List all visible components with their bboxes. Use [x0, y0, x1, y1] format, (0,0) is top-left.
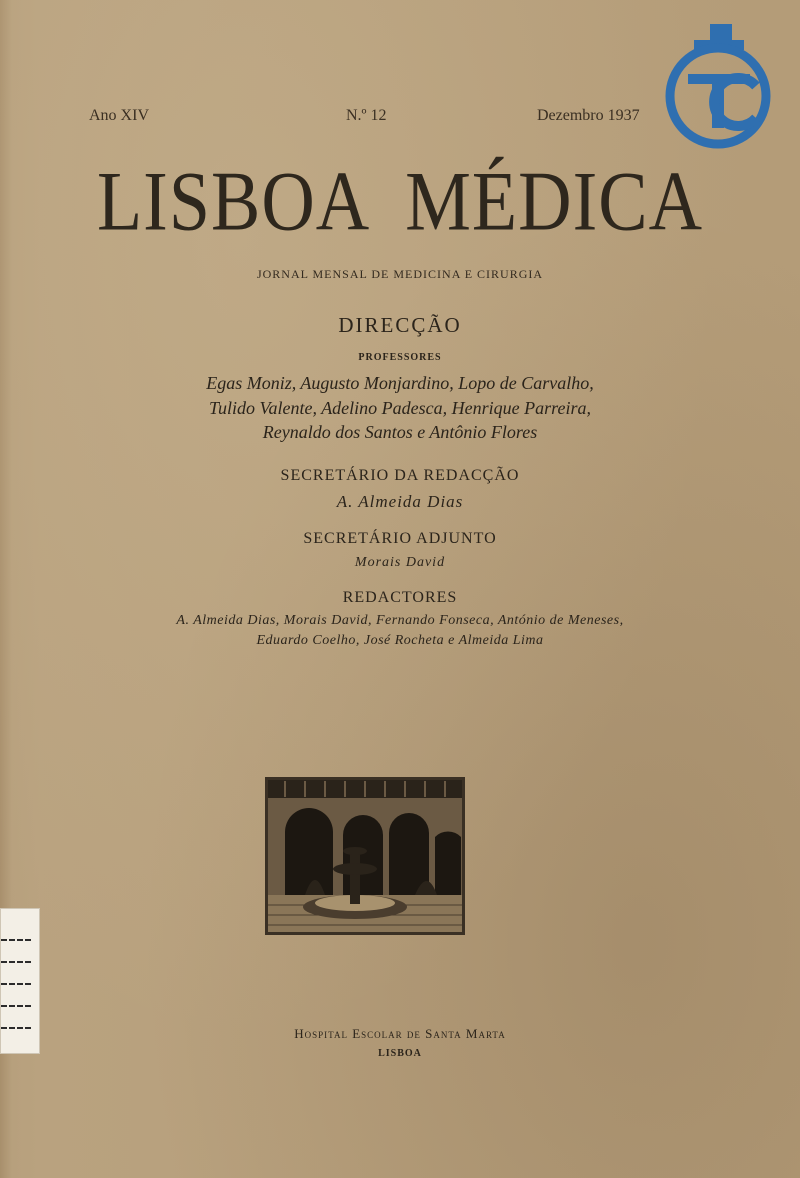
editors-heading: REDACTORES: [342, 589, 458, 606]
editors-line: Eduardo Coelho, José Rocheta e Almeida Lima: [256, 633, 544, 648]
direction-line: Reynaldo dos Santos e Antônio Flores: [262, 422, 538, 442]
direction-heading: DIRECÇÃO: [338, 313, 462, 337]
volume-year: Ano XIV: [89, 107, 149, 124]
assistant-secretary-name: Morais David: [354, 555, 446, 570]
direction-line: Tulido Valente, Adelino Padesca, Henrique Parreira,: [209, 398, 591, 418]
secretary-heading: SECRETÁRIO DA REDACÇÃO: [280, 467, 520, 484]
publisher-city: LISBOA: [378, 1048, 422, 1059]
issue-number: N.º 12: [346, 107, 387, 124]
library-stamp-icon: [660, 22, 776, 152]
professors-label: PROFESSORES: [358, 352, 442, 363]
assistant-secretary-heading: SECRETÁRIO ADJUNTO: [303, 530, 497, 547]
library-barcode-label: [0, 908, 40, 1054]
cloister-illustration: [265, 777, 465, 935]
secretary-name: A. Almeida Dias: [336, 492, 464, 511]
editors-line: A. Almeida Dias, Morais David, Fernando Fonseca, António de Meneses,: [176, 613, 624, 628]
journal-title: LISBOA MÉDICA: [96, 154, 704, 250]
issue-date: Dezembro 1937: [537, 107, 640, 124]
journal-subtitle: JORNAL MENSAL DE MEDICINA E CIRURGIA: [256, 267, 544, 281]
publisher-name: Hospital Escolar de Santa Marta: [294, 1026, 506, 1041]
direction-line: Egas Moniz, Augusto Monjardino, Lopo de Carvalho,: [206, 373, 594, 393]
